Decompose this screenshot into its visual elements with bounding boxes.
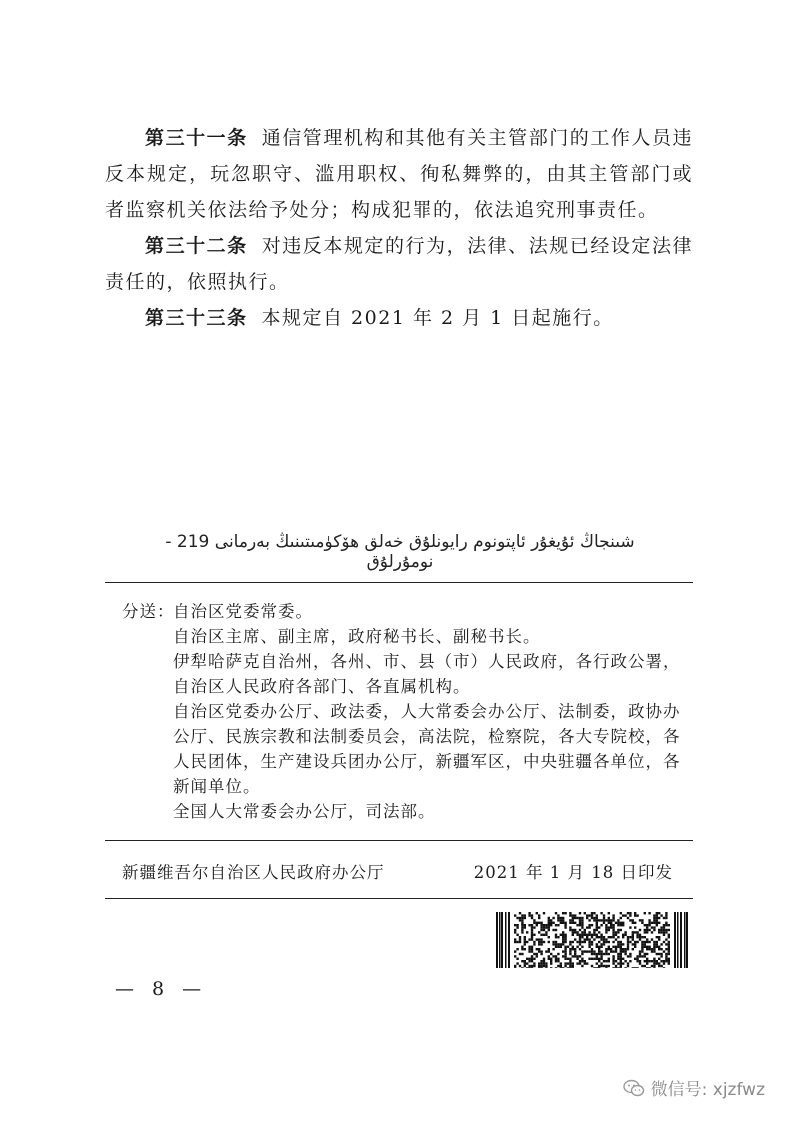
divider-bottom — [105, 898, 693, 899]
article-32 — [105, 228, 693, 300]
divider-middle — [105, 840, 693, 841]
distribution-line: 自治区主席、副主席，政府秘书长、副秘书长。 — [173, 627, 541, 646]
article-text: 通信管理机构和其他有关主管部门的工作人员违反本规定，玩忽职守、滥用职权、徇私舞弊的，由其主管部门或者监察机关依法给予处分；构成犯罪的，依法追究刑事责任。 — [105, 127, 693, 221]
uyghur-document-number: شىنجاڭ ئۇيغۇر ئاپتونوم رايونلۇق خەلق ھۆكۈمىتىنىڭ بەرمانى 219 - نومۇرلۇق — [165, 532, 635, 572]
wechat-watermark — [623, 1075, 765, 1100]
divider-top — [105, 582, 693, 583]
article-33 — [105, 300, 693, 336]
article-text: 对违反本规定的行为，法律、法规已经设定法律责任的，依照执行。 — [105, 235, 693, 293]
article-heading: 第三十一条 — [145, 127, 248, 149]
distribution-line: 自治区党委常委。 — [173, 602, 313, 621]
distribution-list — [122, 599, 692, 824]
page-number: — 8 — — [115, 978, 208, 1000]
article-text: 本规定自 2021 年 2 月 1 日起施行。 — [261, 307, 614, 329]
wechat-icon — [623, 1079, 645, 1097]
article-31 — [105, 120, 693, 228]
distribution-line: 自治区党委办公厅、政法委，人大常委会办公厅、法制委，政协办公厅、民族宗教和法制委员会，高法院，检察院，各大专院校，各人民团体，生产建设兵团办公厅，新疆军区，中央驻疆各单位，各新闻单位。 — [173, 702, 681, 796]
issue-date: 2021 年 1 月 18 日印发 — [473, 863, 673, 882]
article-heading: 第三十二条 — [145, 235, 248, 257]
watermark-text: 微信号: xjzfwz — [650, 1080, 765, 1100]
distribution-line: 全国人大常委会办公厅，司法部。 — [173, 802, 436, 821]
distribution-label: 分送： — [122, 602, 175, 621]
distribution-line: 伊犁哈萨克自治州，各州、市、县（市）人民政府，各行政公署，自治区人民政府各部门、各直属机构。 — [173, 652, 681, 696]
barcode-image — [496, 912, 688, 968]
article-heading: 第三十三条 — [145, 307, 248, 329]
issuer-name: 新疆维吾尔自治区人民政府办公厅 — [122, 863, 385, 882]
